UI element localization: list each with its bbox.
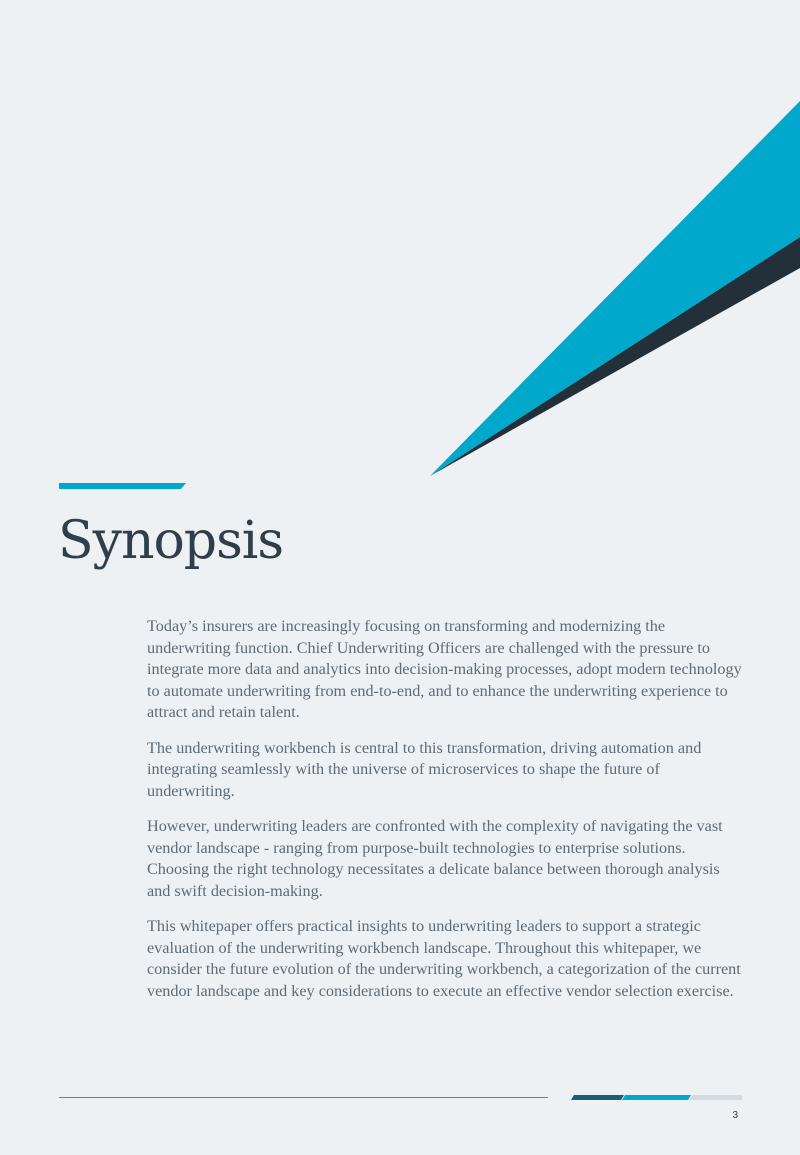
page-number: 3 — [732, 1110, 738, 1121]
footer-rule — [59, 1097, 548, 1098]
page-title: Synopsis — [58, 511, 284, 571]
footer-accent-segments — [571, 1095, 742, 1100]
synopsis-body — [147, 616, 747, 1016]
footer-segment-gray — [689, 1095, 742, 1100]
paragraph-1: Today’s insurers are increasingly focusing on transforming and modernizing the underwriting function. Chief Underwriting Officers are challenged with the pressure to integrate more data and analytics into decision-making processes, adopt modern technology to automate underwriting from end-to-end, and to enhance the underwriting experience to attract and retain talent. — [147, 617, 742, 721]
paragraph-3: However, underwriting leaders are confronted with the complexity of navigating the vast vendor landscape - ranging from purpose-built technologies to enterprise solutions. Choosing the right technology necessitates a delicate balance between thorough analysis and swift decision-making. — [147, 817, 723, 900]
footer-segment-cyan — [622, 1095, 691, 1100]
footer-segment-dark — [571, 1095, 624, 1100]
paragraph-4: This whitepaper offers practical insights to underwriting leaders to support a strategic evaluation of the underwriting workbench landscape. Throughout this whitepaper, we consider the future evolution of the underwriting workbench, a categorization of the current vendor landscape and key considerations to execute an effective vendor selection exercise. — [147, 917, 741, 1000]
paragraph-2: The underwriting workbench is central to this transformation, driving automation and integrating seamlessly with the universe of microservices to shape the future of underwriting. — [147, 738, 702, 800]
title-accent-bar — [59, 483, 186, 489]
